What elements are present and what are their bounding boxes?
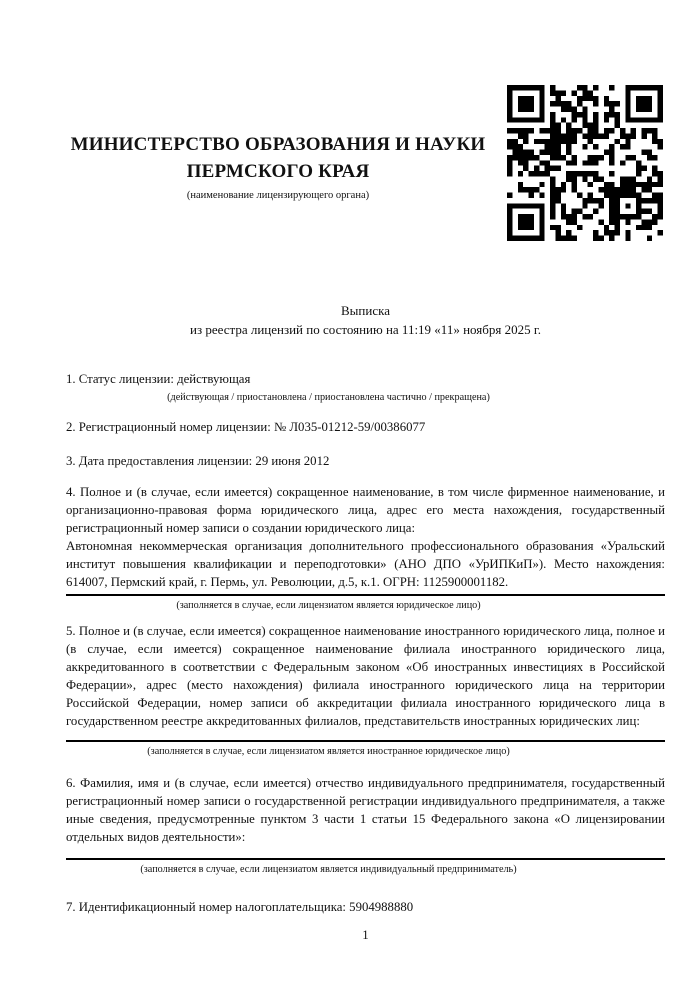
licensing-authority-header [64, 131, 492, 202]
item-6-caption: (заполняется в случае, если лицензиатом является индивидуальный предприниматель) [140, 864, 517, 875]
item-4-legal-entity [66, 483, 665, 612]
item-4-fill-rule [66, 594, 665, 596]
ministry-name-line1: МИНИСТЕРСТВО ОБРАЗОВАНИЯ И НАУКИ [70, 134, 486, 155]
item-6-label: 6. Фамилия, имя и (в случае, если имеется) отчество индивидуального предпринимателя, государственный регистрационный номер записи о государственной регистрации индивидуального предпринимателя, а также иные сведения, предусмотренные пунктом 3 части 1 статьи 15 Федерального закона «О лицензировании отдельных видов деятельности»: [66, 776, 665, 844]
ministry-name-line2: ПЕРМСКОГО КРАЯ [186, 161, 370, 182]
item-1-caption: (действующая / приостановлена / приостановлена частично / прекращена) [167, 392, 490, 403]
item-2-text: 2. Регистрационный номер лицензии: № Л035-01212-59/00386077 [66, 420, 426, 434]
title-line2: из реестра лицензий по состоянию на 11:19 «11» ноября 2025 г. [190, 321, 541, 337]
item-7-taxpayer-number [66, 898, 665, 916]
qr-code-image [507, 85, 663, 241]
item-2-registration-number [66, 418, 665, 436]
item-3-text: 3. Дата предоставления лицензии: 29 июня 2012 [66, 454, 330, 468]
qr-code [507, 85, 663, 241]
item-4-value: Автономная некоммерческая организация дополнительного профессионального образования «Уральский институт повышения квалификации и переподготовки» (АНО ДПО «УрИПКиП»). Место нахождения: 614007, Пермский край, г. Пермь, ул. Революции, д.5, к.1. ОГРН: 1125900001182. [66, 539, 665, 589]
ministry-caption: (наименование лицензирующего органа) [186, 190, 370, 201]
title-line1: Выписка [341, 303, 390, 318]
item-1-text: 1. Статус лицензии: действующая [66, 372, 251, 386]
item-4-caption: (заполняется в случае, если лицензиатом является юридическое лицо) [176, 600, 481, 611]
item-4-label: 4. Полное и (в случае, если имеется) сокращенное наименование, в том числе фирменное наименование, и организационно-правовая форма юридического лица, адрес его места нахождения, государственный регистрационный номер записи о создании юридического лица: [66, 485, 665, 535]
item-6-individual-entrepreneur [66, 774, 665, 876]
document-title [66, 302, 665, 339]
item-5-foreign-entity [66, 622, 665, 758]
item-7-text: 7. Идентификационный номер налогоплательщика: 5904988880 [66, 900, 414, 914]
item-6-fill-rule [66, 858, 665, 860]
item-5-fill-rule [66, 740, 665, 742]
item-1-license-status [66, 370, 665, 404]
item-3-grant-date [66, 452, 665, 470]
item-5-label: 5. Полное и (в случае, если имеется) сокращенное наименование иностранного юридического лица, полное и (в случае, если имеется) сокращенное наименование филиала иностранного юридического лица, аккредитованного в соответствии с Федеральным законом «Об иностранных инвестициях в Российской Федерации», адрес (место нахождения) филиала иностранного юридического лица на территории Российской Федерации, номер записи об аккредитации филиала иностранного юридического лица в государственном реестре аккредитованных филиалов, представительств иностранных юридических лиц: [66, 624, 665, 728]
item-5-caption: (заполняется в случае, если лицензиатом является иностранное юридическое лицо) [147, 746, 510, 757]
page-number: 1 [362, 928, 369, 942]
